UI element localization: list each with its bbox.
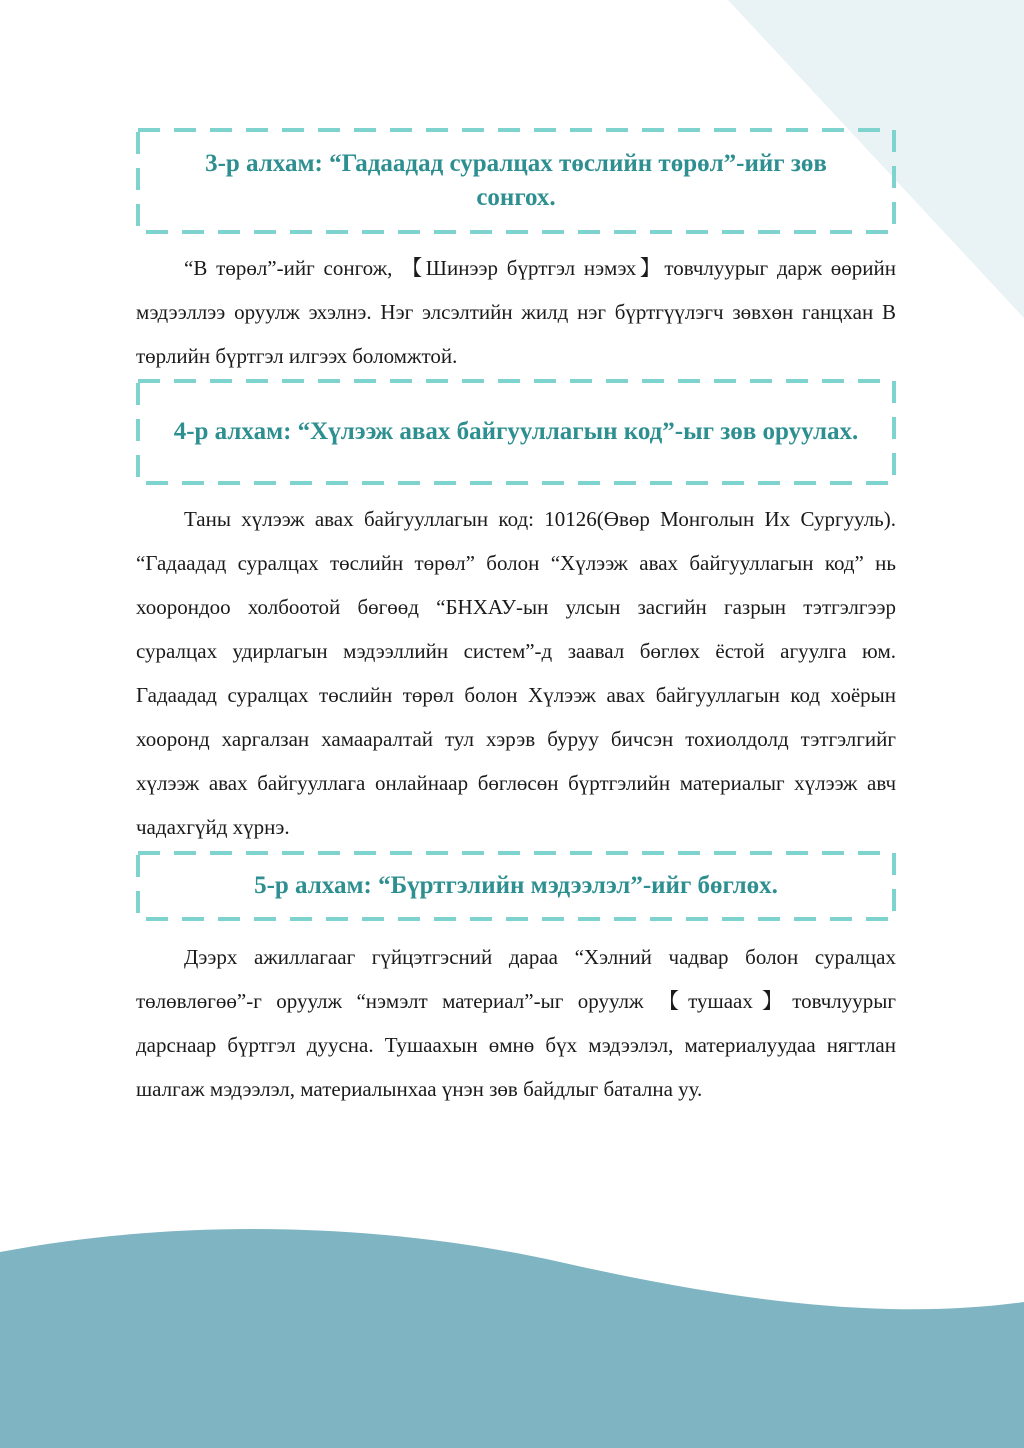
step-4-heading: 4-р алхам: “Хүлээж авах байгууллагын код”-ыг зөв оруулах. — [173, 418, 859, 445]
step-4-body: Таны хүлээж авах байгууллагын код: 10126(Өвөр Монголын Их Сургууль). “Гадаадад суралцах төслийн төрөл” болон “Хүлээж авах байгууллагын код” нь хоорондоо холбоотой бөгөөд “БНХАУ-ын улсын засгийн газрын тэтгэлгээр суралцах удирлагын мэдээллийн систем”-д заавал бөглөх ёстой агуулга юм. Гадаадад суралцах төслийн төрөл болон Хүлээж авах байгууллагын код хоёрын хооронд харгалзан хамааралтай тул хэрэв буруу бичсэн тохиолдолд тэтгэлгийг хүлээж авах байгууллага онлайнаар бөглөсөн бүртгэлийн материалыг хүлээж авч чадахгүйд хүрнэ. — [136, 507, 896, 839]
step-5-heading: 5-р алхам: “Бүртгэлийн мэдээлэл”-ийг бөглөх. — [254, 872, 778, 899]
bottom-wave — [0, 1229, 1024, 1448]
step-4-heading-box — [136, 379, 896, 485]
step-5-heading-box — [136, 851, 896, 921]
step-3-heading-box — [136, 128, 896, 234]
step-3-heading: 3-р алхам: “Гадаадад суралцах төслийн төрөл”-ийг зөв сонгох. — [205, 150, 827, 211]
step-3-body: “B төрөл”-ийг сонгож, 【Шинээр бүртгэл нэмэх】товчлуурыг дарж өөрийн мэдээллээ оруулж эхэлнэ. Нэг элсэлтийн жилд нэг бүртгүүлэгч зөвхөн ганцхан B төрлийн бүртгэл илгээх боломжтой. — [136, 256, 896, 368]
step-5-body: Дээрх ажиллагааг гүйцэтгэсний дараа “Хэлний чадвар болон суралцах төлөвлөгөө”-г оруулж “нэмэлт материал”-ыг оруулж 【тушаах】товчлуурыг дарснаар бүртгэл дуусна. Тушаахын өмнө бүх мэдээлэл, материалуудаа нягтлан шалгаж мэдээлэл, материалынхаа үнэн зөв байдлыг батална уу. — [136, 945, 896, 1101]
